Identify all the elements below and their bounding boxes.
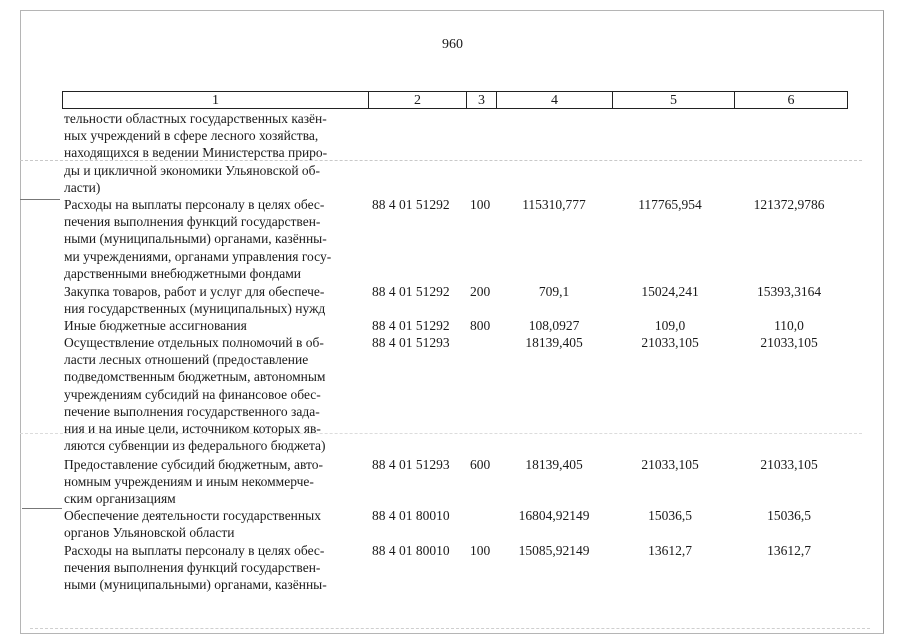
amount-column-5: 21033,105 [641,457,699,472]
expense-type-code: 200 [470,284,491,299]
amount-column-4: 709,1 [538,284,570,299]
row-separator-stroke [20,199,60,200]
row-description [64,196,361,282]
amount-column-5: 15024,241 [641,284,699,299]
amount-column-6: 15393,3164 [756,284,822,299]
amount-column-6: 15036,5 [767,508,811,523]
description-line: Предоставление субсидий бюджетным, авто- [64,457,323,472]
amount-column-6: 121372,9786 [753,197,825,212]
description-line: ными (муниципальными) органами, казённы- [64,231,327,247]
column-header-5: 5 [612,91,734,109]
amount-column-6: 21033,105 [760,335,818,350]
amount-column-6: 13612,7 [767,543,811,558]
column-header-1: 1 [62,91,368,109]
description-line: Закупка товаров, работ и услуг для обеспече- [64,284,325,299]
row-description [64,507,361,541]
description-line: печения выполнения функций государствен- [64,560,321,576]
description-line: Иные бюджетные ассигнования [64,318,247,333]
target-article-code: 88 4 01 80010 [372,508,450,523]
description-line: ским организациям [64,491,176,507]
description-line: дарственными внебюджетными фондами [64,265,302,281]
row-separator-stroke [22,508,62,509]
row-description [64,317,361,334]
description-line: подведомственным бюджетным, автономным [64,369,326,385]
description-line: печения выполнения функций государствен- [64,214,321,230]
amount-column-6: 21033,105 [760,457,818,472]
description-line: органов Ульяновской области [64,525,235,541]
description-line: находящихся в ведении Министерства приро- [64,145,328,161]
amount-column-4: 15085,92149 [518,543,590,558]
description-line: ния государственных (муниципальных) нужд [64,301,326,317]
target-article-code: 88 4 01 51292 [372,197,450,212]
amount-column-4: 18139,405 [525,335,583,350]
description-line: ласти лесных отношений (предоставление [64,352,309,368]
description-line: ласти) [64,179,101,195]
description-line: ными (муниципальными) органами, казённы- [64,577,327,593]
scan-artifact-line [30,628,870,629]
description-line: ляются субвенции из федерального бюджета) [64,438,326,454]
expense-type-code: 100 [470,197,491,212]
amount-column-4: 18139,405 [525,457,583,472]
target-article-code: 88 4 01 51292 [372,284,450,299]
amount-column-5: 117765,954 [638,197,702,212]
description-line: тельности областных государственных казён- [64,111,327,126]
column-header-4: 4 [496,91,612,109]
expense-type-code: 100 [470,543,491,558]
amount-column-4: 108,0927 [528,318,580,333]
amount-column-5: 21033,105 [641,335,699,350]
description-line: Обеспечение деятельности государственных [64,508,321,523]
row-description [64,542,361,594]
amount-column-6: 110,0 [774,318,804,333]
row-description [64,456,361,508]
column-header-6: 6 [734,91,848,109]
target-article-code: 88 4 01 51292 [372,318,450,333]
amount-column-5: 109,0 [654,318,686,333]
description-line: Осуществление отдельных полномочий в об- [64,335,324,350]
target-article-code: 88 4 01 80010 [372,543,450,558]
description-line: Расходы на выплаты персоналу в целях обес- [64,197,325,212]
description-line: ния и на иные цели, источником которых яв- [64,421,321,437]
description-line: ных учреждений в сфере лесного хозяйства, [64,128,319,144]
column-header-2: 2 [368,91,466,109]
description-line: печение выполнения государственного зада- [64,403,320,419]
amount-column-5: 13612,7 [648,543,692,558]
description-line: номным учреждениям и иным некоммерче- [64,474,314,490]
description-line: Расходы на выплаты персоналу в целях обес- [64,543,325,558]
amount-column-5: 15036,5 [648,508,692,523]
column-header-3: 3 [466,91,496,109]
row-description [64,334,361,454]
amount-column-4: 115310,777 [522,197,586,212]
row-description [64,110,361,196]
target-article-code: 88 4 01 51293 [372,457,450,472]
row-description [64,283,361,317]
target-article-code: 88 4 01 51293 [372,335,450,350]
expense-type-code: 600 [470,457,491,472]
description-line: ды и цикличной экономики Ульяновской об- [64,162,321,178]
amount-column-4: 16804,92149 [518,508,590,523]
expense-type-code: 800 [470,318,491,333]
description-line: ми учреждениями, органами управления госу- [64,248,332,264]
description-line: учреждениям субсидий на финансовое обес- [64,386,321,402]
page-number: 960 [442,37,463,52]
